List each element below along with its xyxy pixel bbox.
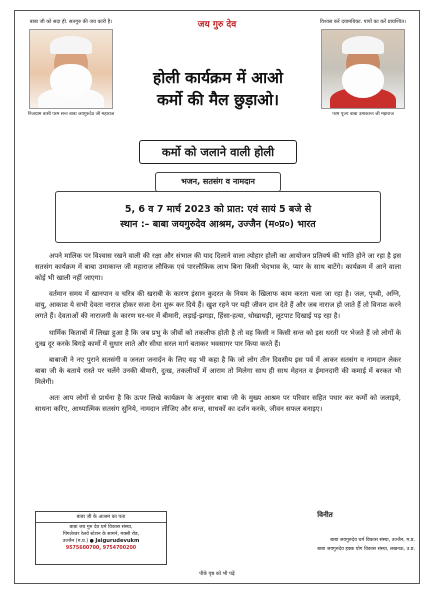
paragraph: बाबाजी ने नए पुराने सतसंगी व जनता जनार्दन के लिए यह भी कहा है कि जो लोग तीन दिवसीय इस पर्व में आकर सतसंग व नामदान लेकर बाबा जी के बताये रास्ते पर चलेंगे उनकी बीमारी, दुःख, तकलीफों में आराम तो मिलेगा साथ ही साथ मेहनत व ईमानदारी की कमाई में बरकत भी मिलेगी।	[35, 355, 401, 386]
paragraph: अपने मालिक पर विश्वास रखने वाली की रक्षा और संभाल की याद दिलाने वाला त्योहार होली का आयोजन प्रतिवर्ष की भांति होने जा रहा है इस सतसंग कार्यक्रम में बाबा उमाकान्त जी महाराज लौकिक एवं पारलौकिक लाभ बिना किसी भेदभाव के, प्यार के साथ बाटेंगे। कार्यक्रम में आने वाला कोई भी खाली नहीं जाएगा।	[35, 252, 401, 283]
brand-heading: जय गुरु देव	[197, 20, 237, 30]
headline-line-1: होली कार्यक्रम में आओ	[152, 68, 283, 87]
phone-numbers: 9575600700, 9754700200	[65, 546, 137, 551]
right-portrait-caption: विश्वस करें दयामयिका. पापों का करें प्रायश्चित।	[319, 19, 407, 25]
main-headline	[125, 67, 311, 111]
paragraph: अतः आप लोगों से प्रार्थना है कि ऊपर लिखे कार्यक्रम के अनुसार बाबा जी के मुख्य आश्रम पर परिवार सहित पधार कर कर्मों को जलाइये, साधना करिए, आध्यात्मिक सतसंग सुनिये, नामदान लीजिए और सन्त, साधकों का दर्शन करके, जीवन सफल बनाइए।	[35, 394, 401, 414]
signoff-block	[235, 511, 415, 554]
signoff-vinit: विनीत	[317, 511, 333, 519]
address-line-1: बाबा जय गुरु देव धर्म विकास संस्था,	[69, 525, 133, 530]
headline-line-2: कर्मो की मैल छुड़ाओ।	[157, 90, 279, 109]
left-portrait-photo	[29, 29, 113, 109]
address-line-3: उज्जैन (म.प्र.)	[62, 539, 89, 544]
holi-banner: कर्मो को जलाने वाली होली	[139, 140, 297, 164]
right-portrait-block	[313, 19, 413, 118]
paragraph: वर्तमान समय में खानपान व चरित्र की खराबी के कारण इंसान कुदरत के नियम के खिलाफ काम करता चला जा रहा है। जल, पृथ्वी, अग्नि, वायु, आकाश ये सभी देवता नाराज होकर सजा देना शुरू कर दिये हैं। खुश रहने पर यही जीवन दान देते हैं और जब नाराज हो जाते हैं तो विनाश करने लगते हैं। देवताओं की नाराजगी के कारण घर-घर में बीमारी, लड़ाई-झगड़ा, हिंसा-हत्या, धोखाधड़ी, लूटपाट दिखाई पड़ रहा है।	[35, 290, 401, 321]
address-line-2: पिंगलेश्वर रेलवे स्टेशन के सामने, मक्सी रोड,	[62, 532, 140, 537]
signoff-org-2: बाबा जयगुरुदेव हक्क योग विकास संस्था, लखनऊ, उ.प्र.	[317, 547, 415, 552]
right-portrait-photo	[321, 29, 405, 109]
body-text	[35, 251, 401, 420]
website-handle: Jaigurudevukm	[95, 538, 140, 544]
flyer-page	[14, 10, 420, 584]
left-portrait-caption: बाबा जी को सदा ही. सतगुरु की जय कारी है।	[29, 19, 113, 25]
signoff-org-1: बाबा जयगुरुदेव धर्म विकास संस्था, उज्जैन, म.प्र.	[330, 538, 415, 543]
left-portrait-name: निजधाम वासी परम सन्त बाबा जयगुरुदेव जी महाराज	[27, 112, 115, 117]
event-dates: 5, 6 व 7 मार्च 2023 को प्रात: एवं सायं 5 बजे से	[124, 204, 312, 215]
address-heading: बाबा जी के आश्रम का पता	[36, 514, 166, 523]
event-details-box	[55, 191, 381, 243]
right-portrait-name: परम पूज्य बाबा उमाकान्त जी महाराज	[332, 112, 394, 117]
back-page-note: पीछे पृष्ठ को भी पढ़ें	[199, 571, 235, 577]
left-portrait-block	[21, 19, 121, 118]
paragraph: धार्मिक किताबों में लिखा हुआ है कि जब प्रभु के जीवों को तकलीफ होती है तो वह किसी न किसी सन्त को इस धरती पर भेजते हैं जो लोगों के दुःख दूर करके बिगड़े कामों में सुधार लाते और सीधा सरल मार्ग बताकर भवसागर पार किया करते हैं।	[35, 328, 401, 348]
ashram-address-box	[35, 511, 167, 565]
web-icon: ●	[89, 539, 94, 544]
program-subhead: भजन, सतसंग व नामदान	[155, 172, 281, 192]
event-venue: स्थान :– बाबा जयगुरुदेव आश्रम, उज्जैन (म०प्र०) भारत	[120, 219, 316, 230]
